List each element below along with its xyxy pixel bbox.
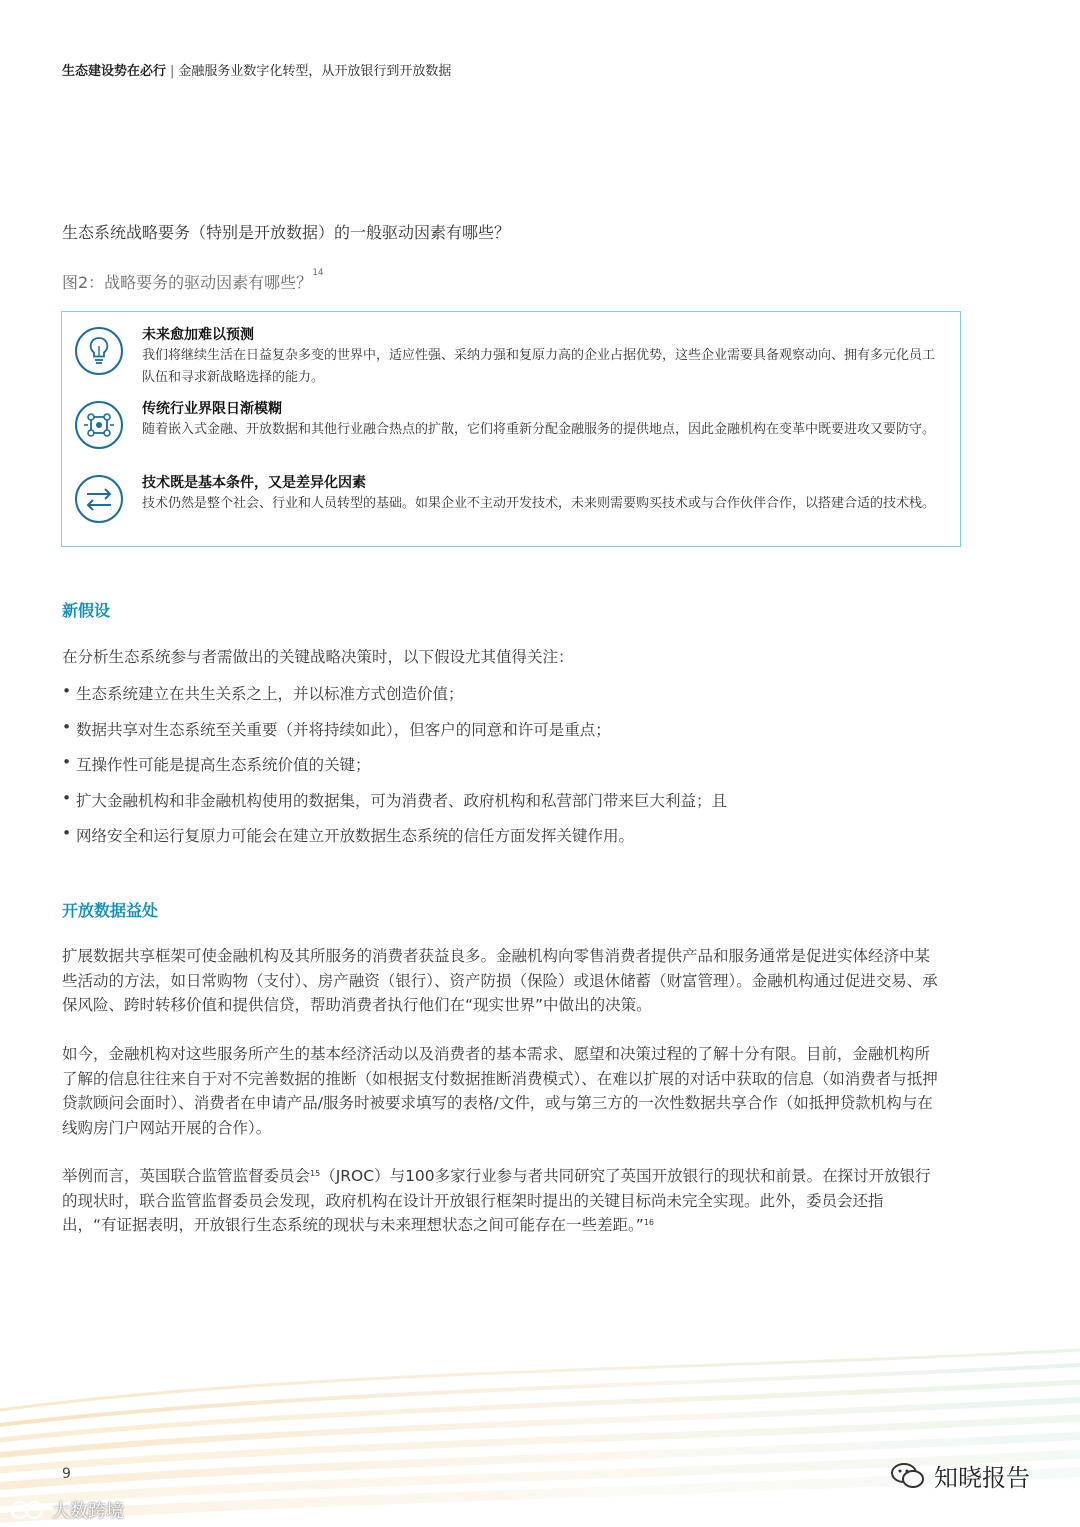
list-item: • 互操作性可能是提高生态系统价值的关键； [62, 753, 962, 789]
hypothesis-list [62, 682, 962, 860]
driver-title: 传统行业界限日渐模糊 [142, 401, 282, 417]
intro-question: 生态系统战略要务（特别是开放数据）的一般驱动因素有哪些？ [62, 223, 511, 242]
list-item: • 数据共享对生态系统至关重要（并将持续如此），但客户的同意和许可是重点； [62, 718, 962, 754]
page-number: 9 [62, 1466, 71, 1482]
driver-title: 技术既是基本条件，又是差异化因素 [142, 475, 366, 491]
header-title: 生态建设势在必行 [62, 64, 167, 79]
header-subtitle: 金融服务业数字化转型，从开放银行到开放数据 [178, 64, 452, 79]
p3-part-b: （JROC）与100多家行业参与者共同研究了英国开放银行的现状和前景。在探讨开放银行的现状时，联合监管监督委员会发现，政府机构在设计开放银行框架时提出的关键目标尚未完全实现。此外，委员会还指出，“有证据表明，开放银行生态系统的现状与未来理想状态之间可能存在一些差距。” [62, 1167, 931, 1234]
watermark-right-text: 知晓报告 [934, 1464, 1030, 1492]
decorative-waves [0, 1330, 1080, 1527]
p3-part-a: 举例而言，英国联合监管监督委员会 [62, 1167, 311, 1185]
list-item: • 扩大金融机构和非金融机构使用的数据集，可为消费者、政府机构和私营部门带来巨大利益；且 [62, 789, 962, 825]
driver-text: 我们将继续生活在日益复杂多变的世界中，适应性强、采纳力强和复原力高的企业占据优势，这些企业需要具备观察动向、拥有多元化员工队伍和寻求新战略选择的能力。 [142, 348, 936, 385]
section-heading-hypothesis: 新假设 [62, 601, 111, 620]
figure-footnote: 14 [312, 268, 324, 278]
network-icon [74, 400, 124, 450]
footnote-16: 16 [643, 1218, 655, 1227]
footnote-15: 15 [310, 1169, 321, 1178]
driver-text: 随着嵌入式金融、开放数据和其他行业融合热点的扩散，它们将重新分配金融服务的提供地点，因此金融机构在变革中既要进攻又要防守。 [142, 422, 936, 437]
logo-icon [10, 1499, 48, 1521]
watermark-left [10, 1497, 124, 1523]
list-item: • 生态系统建立在共生关系之上，并以标准方式创造价值； [62, 682, 962, 718]
section-heading-benefits: 开放数据益处 [62, 901, 159, 920]
exchange-arrows-icon [74, 474, 124, 524]
watermark-left-text: 大数跨境 [52, 1501, 124, 1522]
driver-title: 未来愈加难以预测 [142, 327, 254, 343]
figure-title-text: 图2：战略要务的驱动因素有哪些？ [62, 273, 313, 292]
driver-text: 技术仍然是整个社会、行业和人员转型的基础。如果企业不主动开发技术，未来则需要购买技术或与合作伙伴合作，以搭建合适的技术栈。 [142, 496, 936, 511]
benefits-paragraph-3 [62, 1164, 938, 1238]
header-separator: | [170, 64, 175, 79]
wechat-icon [890, 1461, 926, 1491]
running-header [62, 60, 451, 79]
watermark-right [890, 1458, 1030, 1493]
lightbulb-icon [74, 326, 124, 376]
list-item: • 网络安全和运行复原力可能会在建立开放数据生态系统的信任方面发挥关键作用。 [62, 824, 962, 860]
figure-title [62, 270, 324, 293]
hypothesis-lead: 在分析生态系统参与者需做出的关键战略决策时，以下假设尤其值得关注： [62, 648, 574, 666]
figure-box [61, 311, 961, 547]
benefits-paragraph-2: 如今，金融机构对这些服务所产生的基本经济活动以及消费者的基本需求、愿望和决策过程的了解十分有限。目前，金融机构所了解的信息往往来自于对不完善数据的推断（如根据支付数据推断消费模式）、在难以扩展的对话中获取的信息（如消费者与抵押贷款顾问会面时）、消费者在申请产品/服务时被要求填写的表格/文件，或与第三方的一次性数据共享合作（如抵押贷款机构与在线购房门户网站开展的合作）。 [62, 1045, 938, 1137]
benefits-paragraph-1: 扩展数据共享框架可使金融机构及其所服务的消费者获益良多。金融机构向零售消费者提供产品和服务通常是促进实体经济中某些活动的方法，如日常购物（支付）、房产融资（银行）、资产防损（保险）或退休储蓄（财富管理）。金融机构通过促进交易、承保风险、跨时转移价值和提供信贷，帮助消费者执行他们在“现实世界”中做出的决策。 [62, 947, 938, 1014]
